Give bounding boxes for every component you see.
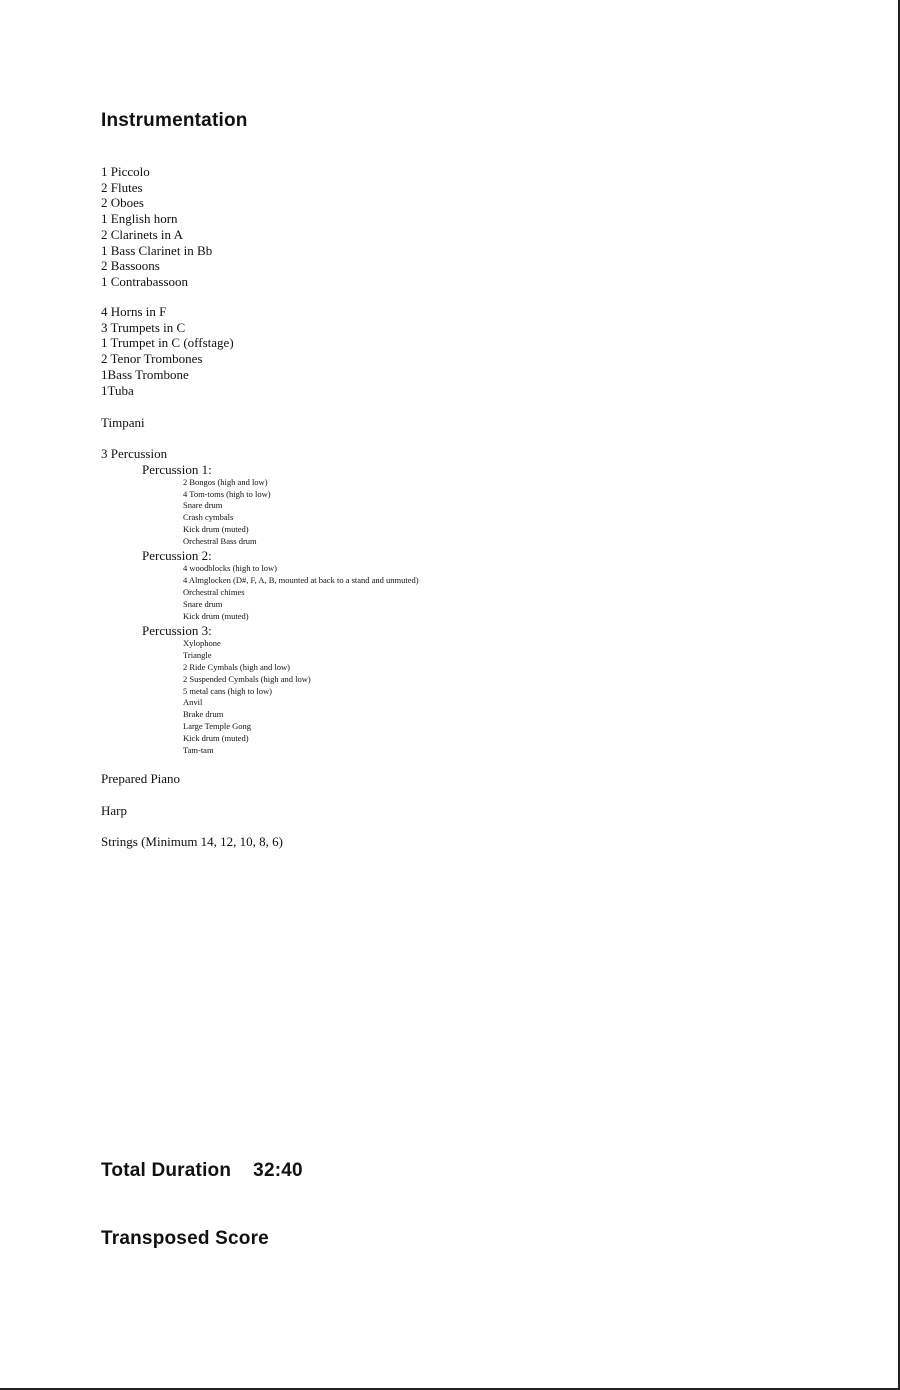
- list-item: Snare drum: [183, 500, 223, 511]
- list-item: Orchestral chimes: [183, 587, 245, 598]
- harp-entry: Harp: [101, 803, 127, 818]
- page-title: Instrumentation: [101, 110, 248, 131]
- list-item: 1 Piccolo: [101, 164, 150, 179]
- percussion-section: [101, 446, 419, 757]
- list-item: 2 Bassoons: [101, 258, 160, 274]
- list-item: 2 Bongos (high and low): [183, 476, 268, 487]
- list-item: Orchestral Bass drum: [183, 535, 257, 546]
- percussion-items: [183, 638, 419, 756]
- list-item: 1Bass Trombone: [101, 366, 189, 382]
- list-item: 4 Almglocken (D#, F, A, B, mounted at back to a stand and unmuted): [183, 575, 419, 586]
- total-duration: [101, 1160, 303, 1182]
- list-item: 3 Trumpets in C: [101, 319, 186, 335]
- list-item: 1 Contrabassoon: [101, 273, 189, 289]
- list-item: 5 metal cans (high to low): [183, 685, 272, 696]
- piano-entry: Prepared Piano: [101, 771, 181, 786]
- percussion-items: [183, 477, 419, 548]
- list-item: Large Temple Gong: [183, 721, 252, 732]
- list-item: 2 Clarinets in A: [101, 226, 183, 242]
- strings-entry: Strings (Minimum 14, 12, 10, 8, 6): [101, 834, 284, 849]
- woodwinds-list: [101, 164, 212, 290]
- duration-value: 32:40: [253, 1160, 303, 1181]
- list-item: 1 Trumpet in C (offstage): [101, 335, 234, 351]
- list-item: 4 Tom-toms (high to low): [183, 488, 271, 499]
- percussion-group-label: Percussion 1:: [142, 461, 212, 477]
- list-item: 2 Tenor Trombones: [101, 351, 203, 367]
- timpani-entry: Timpani: [101, 415, 145, 430]
- list-item: Brake drum: [183, 709, 224, 720]
- list-item: 1 English horn: [101, 211, 178, 227]
- list-item: Snare drum: [183, 598, 223, 609]
- list-item: Xylophone: [183, 638, 221, 649]
- brass-list: [101, 304, 234, 398]
- duration-label: Total Duration: [101, 1160, 232, 1181]
- percussion-group-label: Percussion 3:: [142, 623, 212, 639]
- list-item: Tam-tam: [183, 744, 214, 755]
- percussion-group-1: [142, 462, 419, 548]
- list-item: 4 woodblocks (high to low): [183, 563, 277, 574]
- list-item: 2 Suspended Cymbals (high and low): [183, 673, 311, 684]
- list-item: 4 Horns in F: [101, 304, 167, 319]
- list-item: 2 Ride Cymbals (high and low): [183, 662, 290, 673]
- percussion-group-label: Percussion 2:: [142, 548, 212, 564]
- percussion-items: [183, 563, 419, 622]
- list-item: Kick drum (muted): [183, 523, 249, 534]
- list-item: 1 Bass Clarinet in Bb: [101, 242, 213, 258]
- list-item: Kick drum (muted): [183, 610, 249, 621]
- list-item: Kick drum (muted): [183, 732, 249, 743]
- percussion-group-2: [142, 548, 419, 622]
- list-item: 1Tuba: [101, 382, 134, 398]
- list-item: 2 Flutes: [101, 179, 143, 195]
- list-item: Anvil: [183, 697, 203, 708]
- percussion-group-3: [142, 623, 419, 756]
- list-item: 2 Oboes: [101, 195, 144, 211]
- list-item: Triangle: [183, 650, 212, 661]
- list-item: Crash cymbals: [183, 512, 234, 523]
- score-type: Transposed Score: [101, 1228, 269, 1249]
- percussion-heading: 3 Percussion: [101, 446, 168, 461]
